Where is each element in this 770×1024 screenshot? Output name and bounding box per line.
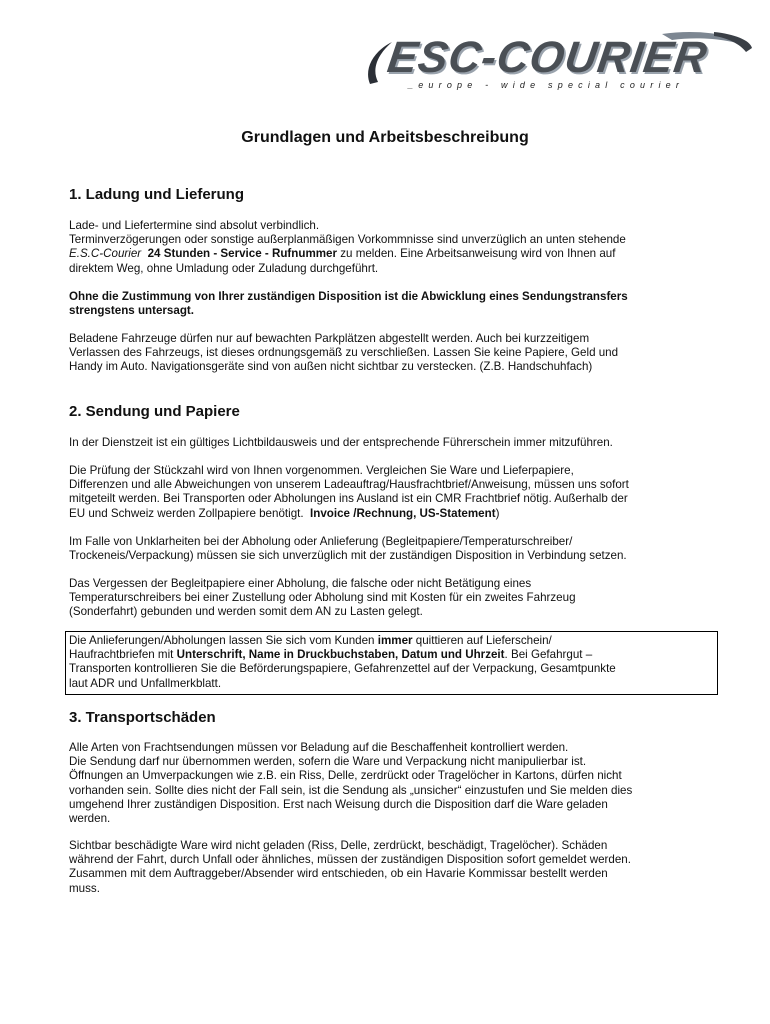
text-line: Zusammen mit dem Auftraggeber/Absender wird entschieden, ob ein Havarie Kommissar bestellt werden [69,867,608,881]
text-line: Handy im Auto. Navigationsgeräte sind von außen nicht sichtbar zu verstecken. (Z.B. Handschuhfach) [69,360,593,374]
text-line: umgehend Ihrer zuständigen Disposition. Erst nach Weisung durch die Disposition darf die Ware geladen [69,797,608,811]
text-line: . Bei Gefahrgut – [504,648,593,662]
company-name: E.S.C-Courier [69,247,142,261]
text-line: zu melden. Eine Arbeitsanweisung wird von Ihnen auf [337,247,616,261]
text-line: Trockeneis/Verpackung) müssen sie sich unverzüglich mit der zuständigen Disposition in Verbindung setzen. [69,549,627,563]
logo-tagline: _europe - wide special courier [408,80,685,90]
section-2-paragraph-3 [69,535,709,563]
text-line: Beladene Fahrzeuge dürfen nur auf bewachten Parkplätzen abgestellt werden. Auch bei kurzzeitigem [69,332,590,345]
text-line: Transporten kontrollieren Sie die Beförderungspapiere, Gefahrenzettel auf der Verpackung, Gesamtpunkte [69,662,616,676]
text-line: laut ADR und Unfallmerkblatt. [69,676,222,690]
text-line: mitgeteilt werden. Bei Transporten oder Abholungen ins Ausland ist ein CMR Frachtbrief nötig. Außerhalb der [69,492,628,506]
text-line: Terminverzögerungen oder sonstige außerplanmäßigen Vorkommnisse sind unverzüglich an unten stehende [69,233,626,247]
section-3-paragraph-2 [69,839,709,896]
text-line: Differenzen und alle Abweichungen von unserem Ladeauftrag/Hausfrachtbrief/Anweisung, müssen uns sofort [69,478,629,492]
text-line: Temperaturschreibers bei einer Zustellung oder Abholung sind mit Kosten für ein zweites Fahrzeug [69,591,576,605]
text-line: vorhanden sein. Sollte dies nicht der Fall sein, ist die Sendung als „unsicher“ einzustufen und Sie melden dies [69,783,633,797]
section-3-paragraph-1 [69,741,709,826]
section-2-paragraph-1 [69,436,709,450]
section-2-paragraph-2 [69,464,709,521]
text-line: Sichtbar beschädigte Ware wird nicht geladen (Riss, Delle, zerdrückt, beschädigt, Tragelöcher). Schäden [69,839,608,852]
text-line: Haufrachtbriefen mit [69,648,177,662]
text-line: werden. [69,812,111,826]
text-line: EU und Schweiz werden Zollpapiere benötigt. [69,506,311,520]
emphasis-always: immer [377,634,413,647]
section-2-paragraph-4 [69,577,709,620]
hotline-label: 24 Stunden - Service - Rufnummer [147,247,338,261]
text-line: strengstens untersagt. [69,304,194,318]
section-2-heading: 2. Sendung und Papiere [69,403,240,420]
emphasis-signature-fields: Unterschrift, Name in Druckbuchstaben, Datum und Uhrzeit [176,648,505,662]
logo-brand-text: ESC-COURIER [384,33,711,82]
text-line: Die Sendung darf nur übernommen werden, sofern die Ware und Verpackung nicht manipulierbar ist. [69,755,587,769]
text-line: (Sonderfahrt) gebunden und werden somit dem AN zu Lasten gelegt. [69,605,423,619]
section-1-paragraph-2 [69,290,709,318]
text-line: Ohne die Zustimmung von Ihrer zuständigen Disposition ist die Abwicklung eines Sendungstransfers [69,290,628,303]
company-logo [362,30,754,92]
text-line: während der Fahrt, durch Unfall oder ähnliches, müssen der zuständigen Disposition sofort gemeldet werden. [69,853,631,867]
text-line: muss. [69,881,100,895]
section-1-heading: 1. Ladung und Lieferung [69,186,244,203]
invoice-label: Invoice / [310,506,357,520]
text-line: Öffnungen an Umverpackungen wie z.B. ein Riss, Delle, zerdrückt oder Tragelöcher in Kartons, dürfen nicht [69,769,622,783]
section-3-heading: 3. Transportschäden [69,709,216,726]
text-line: Das Vergessen der Begleitpapiere einer Abholung, die falsche oder nicht Betätigung eines [69,577,532,590]
text-line: Alle Arten von Frachtsendungen müssen vor Beladung auf die Beschaffenheit kontrolliert werden. [69,741,569,754]
section-1-paragraph-1 [69,219,709,276]
text-line: Verlassen des Fahrzeugs, ist dieses ordnungsgemäß zu verschließen. Lassen Sie keine Papiere, Geld und [69,346,619,360]
document-title: Grundlagen und Arbeitsbeschreibung [241,129,529,146]
statement-label: Rechnung, US-Statement [356,506,496,520]
text-line: Die Prüfung der Stückzahl wird von Ihnen vorgenommen. Vergleichen Sie Ware und Lieferpapiere, [69,464,574,477]
text-line: direktem Weg, ohne Umladung oder Zuladung durchgeführt. [69,261,379,275]
text-line: Lade- und Liefertermine sind absolut verbindlich. [69,219,320,232]
text-line: Im Falle von Unklarheiten bei der Abholung oder Anlieferung (Begleitpapiere/Temperaturschreiber/ [69,535,573,548]
text-line: ) [495,506,500,520]
text-line: Die Anlieferungen/Abholungen lassen Sie sich vom Kunden [69,634,378,647]
signature-requirements-box [65,631,718,695]
section-1-paragraph-3 [69,332,709,375]
text-line: In der Dienstzeit ist ein gültiges Lichtbildausweis und der entsprechende Führerschein immer mitzuführen. [69,436,613,449]
text-line: quittieren auf Lieferschein/ [412,634,552,647]
